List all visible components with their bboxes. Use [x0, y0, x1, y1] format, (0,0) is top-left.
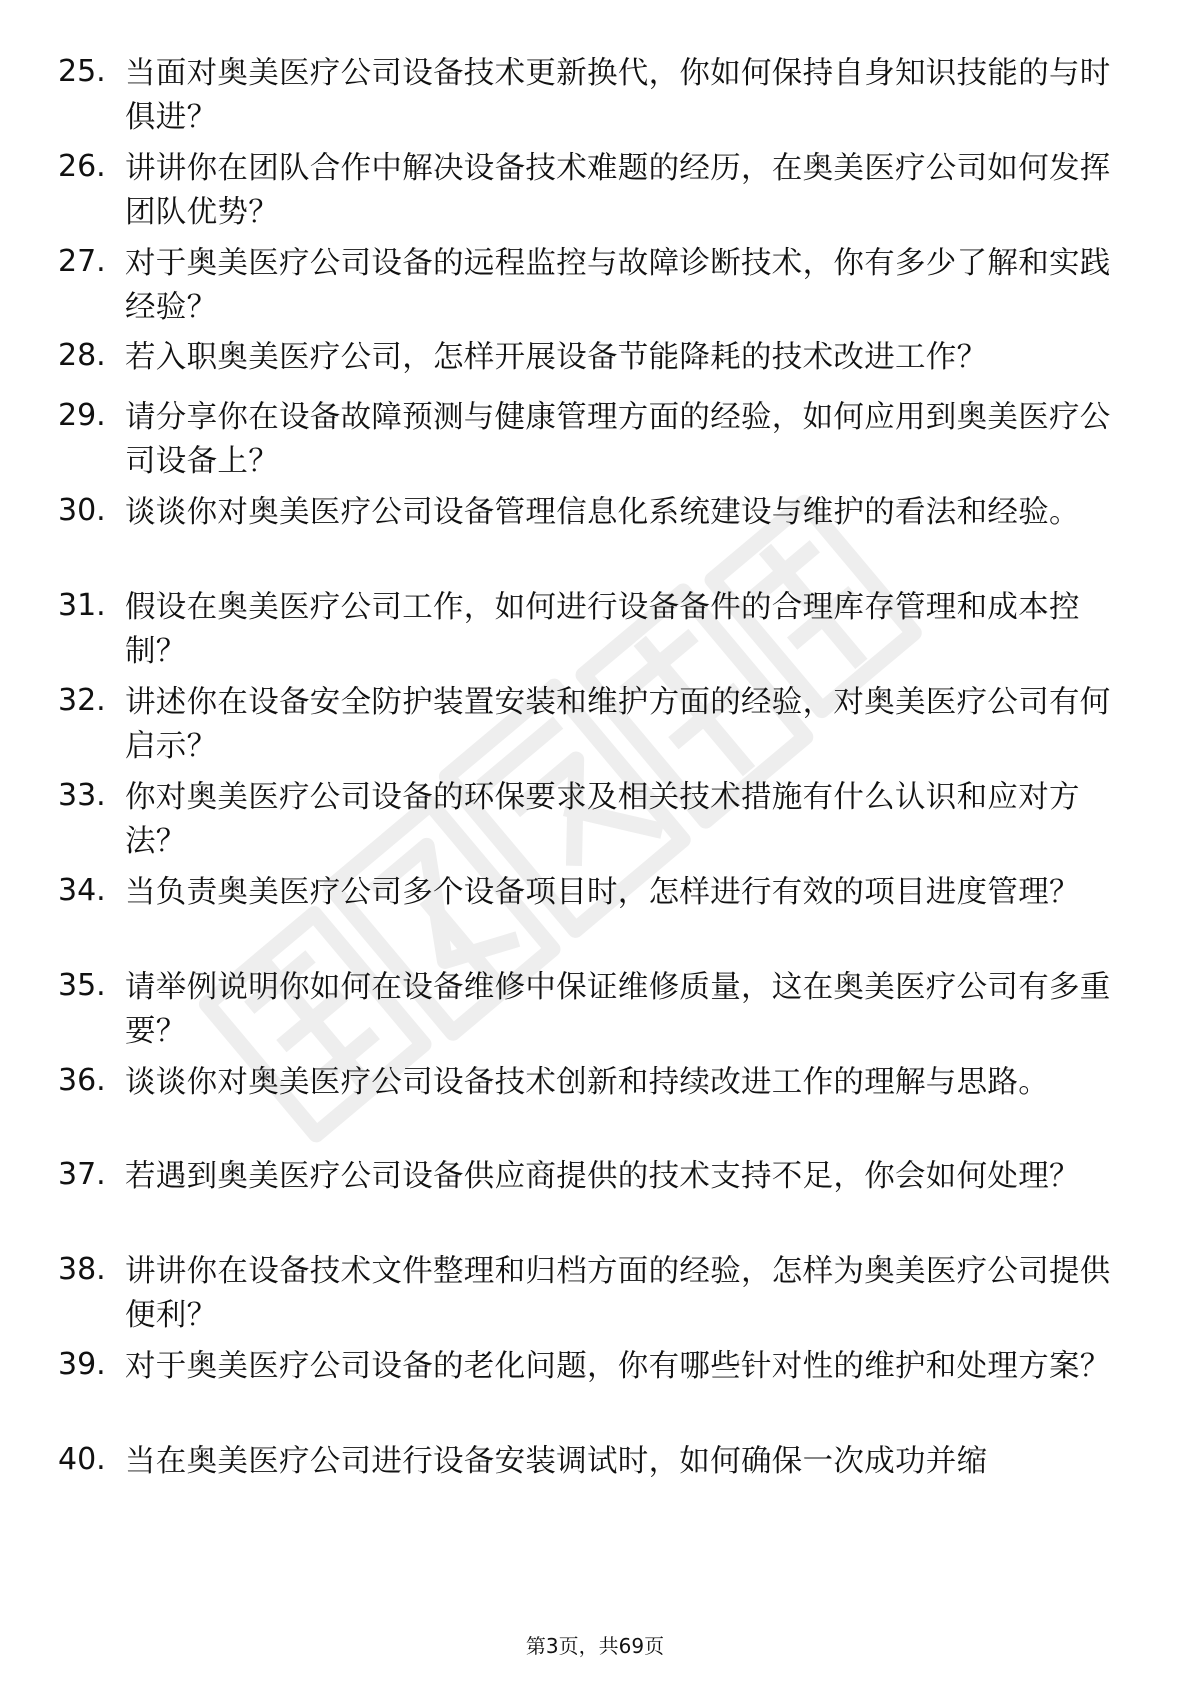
question-number: 33. — [58, 778, 106, 813]
question-text: 对于奥美医疗公司设备的老化问题，你有哪些针对性的维护和处理方案？ — [125, 1349, 1111, 1384]
question-number: 34. — [58, 873, 106, 908]
question-number: 28. — [58, 338, 106, 373]
question-number: 39. — [58, 1347, 106, 1382]
question-text: 讲讲你在团队合作中解决设备技术难题的经历，在奥美医疗公司如何发挥团队优势？ — [125, 151, 1111, 230]
question-number: 30. — [58, 493, 106, 528]
question-text: 若遇到奥美医疗公司设备供应商提供的技术支持不足，你会如何处理？ — [125, 1159, 1080, 1194]
question-text: 你对奥美医疗公司设备的环保要求及相关技术措施有什么认识和应对方法？ — [125, 780, 1080, 859]
question-number: 29. — [58, 398, 106, 433]
question-number: 31. — [58, 588, 106, 623]
question-text: 对于奥美医疗公司设备的远程监控与故障诊断技术，你有多少了解和实践经验？ — [125, 246, 1111, 325]
question-text: 当在奥美医疗公司进行设备安装调试时，如何确保一次成功并缩 — [125, 1444, 988, 1479]
page-indicator: 第3页，共69页 — [525, 1634, 665, 1658]
question-text: 若入职奥美医疗公司，怎样开展设备节能降耗的技术改进工作？ — [125, 340, 988, 375]
question-text: 当负责奥美医疗公司多个设备项目时，怎样进行有效的项目进度管理？ — [125, 875, 1080, 910]
question-number: 36. — [58, 1063, 106, 1098]
question-text: 谈谈你对奥美医疗公司设备技术创新和持续改进工作的理解与思路。 — [125, 1065, 1049, 1100]
question-number: 37. — [58, 1157, 106, 1192]
question-text: 讲述你在设备安全防护装置安装和维护方面的经验，对奥美医疗公司有何启示？ — [125, 685, 1111, 764]
question-text: 请分享你在设备故障预测与健康管理方面的经验，如何应用到奥美医疗公司设备上？ — [125, 400, 1111, 479]
question-number: 26. — [58, 149, 106, 184]
question-number: 27. — [58, 244, 106, 279]
question-number: 25. — [58, 54, 106, 89]
question-text: 当面对奥美医疗公司设备技术更新换代，你如何保持自身知识技能的与时俱进？ — [125, 56, 1111, 135]
question-number: 35. — [58, 968, 106, 1003]
question-text: 请举例说明你如何在设备维修中保证维修质量，这在奥美医疗公司有多重要？ — [125, 970, 1111, 1049]
question-number: 40. — [58, 1442, 106, 1477]
question-number: 38. — [58, 1252, 106, 1287]
question-number: 32. — [58, 683, 106, 718]
question-text: 谈谈你对奥美医疗公司设备管理信息化系统建设与维护的看法和经验。 — [125, 495, 1080, 530]
question-text: 假设在奥美医疗公司工作，如何进行设备备件的合理库存管理和成本控制？ — [125, 590, 1080, 669]
question-text: 讲讲你在设备技术文件整理和归档方面的经验，怎样为奥美医疗公司提供便利？ — [125, 1254, 1111, 1333]
